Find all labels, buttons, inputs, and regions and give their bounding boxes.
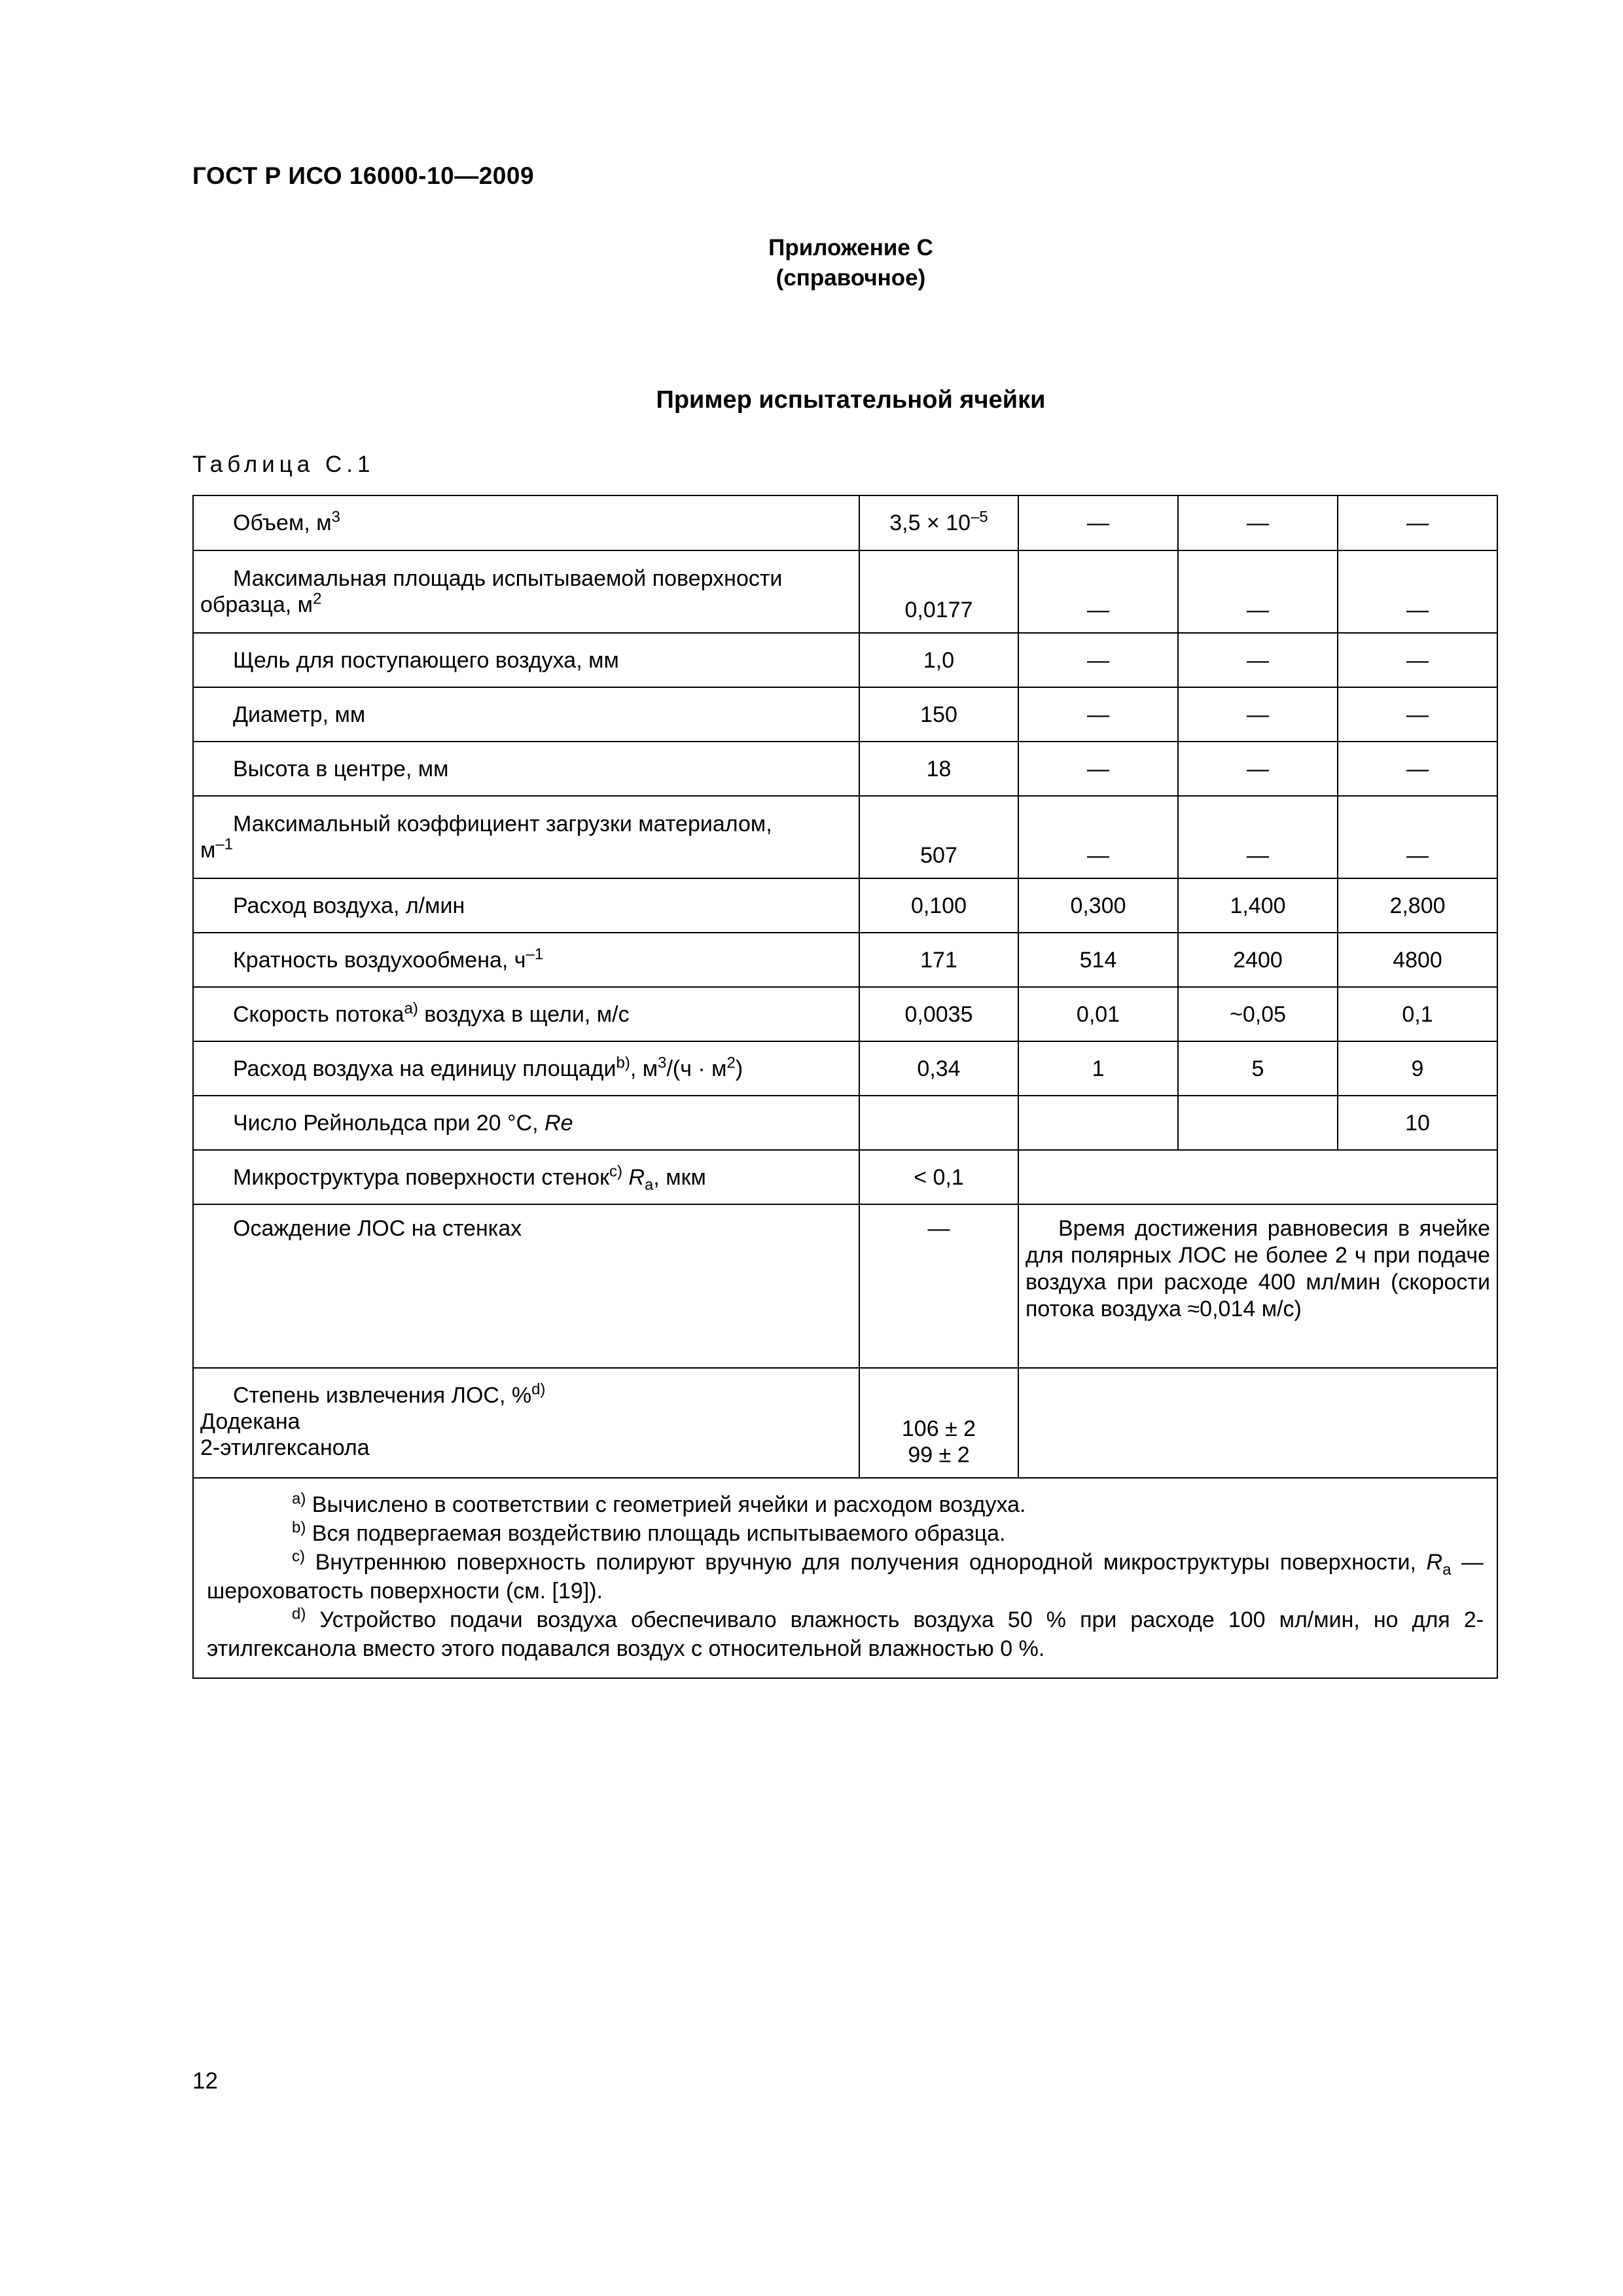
- merged-cell: [1018, 1150, 1497, 1204]
- table-row: [193, 933, 1497, 987]
- cell-value: 4800: [1338, 933, 1497, 987]
- cell-value: 0,100: [859, 878, 1018, 933]
- cell-value: —: [1018, 550, 1178, 633]
- parameters-table: [192, 495, 1498, 1679]
- note-item: $^{c)}$ Внутреннюю поверхность полируют вручную для получения однородной микроструктуры поверхности, $R_a$ — шероховатость поверхности (см. [19]).: [207, 1547, 1484, 1604]
- cell-value: 1,0: [859, 633, 1018, 687]
- cell-value: 0,0035: [859, 987, 1018, 1041]
- cell-value: —: [1338, 687, 1497, 742]
- merged-cell: Время достижения равновесия в ячейке для полярных ЛОС не более 2 ч при подаче воздуха при расходе 400 мл/мин (скорости потока воздуха ≈0,014 м/с): [1018, 1204, 1497, 1368]
- cell-value: $3,5 \times 10^{-5}$: [859, 495, 1018, 550]
- page-number: 12: [192, 2068, 218, 2094]
- cell-value: 18: [859, 742, 1018, 796]
- row-label: Степень извлечения ЛОС, %$^{d)}$ Додекана 2-этилгексанола: [193, 1368, 859, 1478]
- row-label: Число Рейнольдса при 20 °С, Re: [193, 1096, 859, 1150]
- cell-value: 0,01: [1018, 987, 1178, 1041]
- cell-value: —: [1338, 742, 1497, 796]
- table-row: [193, 1096, 1497, 1150]
- table-row: [193, 796, 1497, 878]
- cell-value: 1: [1018, 1041, 1178, 1096]
- cell-value: —: [1018, 633, 1178, 687]
- row-label: Кратность воздухообмена, $ч^{-1}$: [193, 933, 859, 987]
- row-label: Диаметр, мм: [193, 687, 859, 742]
- cell-value: [1178, 1096, 1338, 1150]
- table-row: [193, 1368, 1497, 1478]
- table-caption: Таблица С.1: [192, 452, 375, 477]
- cell-value: 0,34: [859, 1041, 1018, 1096]
- cell-value: 5: [1178, 1041, 1338, 1096]
- row-label: Расход воздуха на единицу площади$^{b)}$, $м^3/(ч \cdot м^2)$: [193, 1041, 859, 1096]
- cell-value: 2,800: [1338, 878, 1497, 933]
- row-label: Расход воздуха, л/мин: [193, 878, 859, 933]
- cell-value: 106 ± 2 99 ± 2: [859, 1368, 1018, 1478]
- table-row: [193, 1204, 1497, 1368]
- section-title: Пример испытательной ячейки: [656, 386, 1046, 414]
- cell-value: —: [859, 1204, 1018, 1368]
- cell-value: —: [1178, 687, 1338, 742]
- cell-value: —: [1018, 495, 1178, 550]
- row-label: Щель для поступающего воздуха, мм: [193, 633, 859, 687]
- table-row: [193, 633, 1497, 687]
- cell-value: 0,300: [1018, 878, 1178, 933]
- table-row: [193, 687, 1497, 742]
- row-label: Максимальная площадь испытываемой поверхности образца, $м^2$: [193, 550, 859, 633]
- appendix-type: (справочное): [776, 265, 926, 291]
- cell-value: ~0,05: [1178, 987, 1338, 1041]
- cell-value: —: [1018, 687, 1178, 742]
- cell-value: 514: [1018, 933, 1178, 987]
- table-row: [193, 1041, 1497, 1096]
- appendix-label: Приложение С: [768, 235, 933, 260]
- cell-value: 0,0177: [859, 550, 1018, 633]
- cell-value: —: [1338, 796, 1497, 878]
- cell-value: 171: [859, 933, 1018, 987]
- cell-value: 2400: [1178, 933, 1338, 987]
- row-label: Осаждение ЛОС на стенках: [193, 1204, 859, 1368]
- notes-row: [193, 1478, 1497, 1678]
- cell-value: —: [1178, 742, 1338, 796]
- table-row: [193, 742, 1497, 796]
- document-header: ГОСТ Р ИСО 16000-10—2009: [192, 162, 535, 189]
- cell-value: —: [1178, 633, 1338, 687]
- cell-value: 1,400: [1178, 878, 1338, 933]
- cell-value: 9: [1338, 1041, 1497, 1096]
- cell-value: —: [1018, 796, 1178, 878]
- table-row: [193, 550, 1497, 633]
- cell-value: —: [1338, 495, 1497, 550]
- cell-value: —: [1338, 550, 1497, 633]
- cell-value: [859, 1096, 1018, 1150]
- cell-value: [1018, 1096, 1178, 1150]
- row-label: Высота в центре, мм: [193, 742, 859, 796]
- note-item: $^{d)}$ Устройство подачи воздуха обеспечивало влажность воздуха 50 % при расходе 100 мл/мин, но для 2-этилгексанола вместо этого подавался воздух с относительной влажностью 0 %.: [207, 1605, 1484, 1661]
- cell-value: 507: [859, 796, 1018, 878]
- appendix-heading: [0, 233, 1623, 293]
- cell-value: —: [1178, 550, 1338, 633]
- cell-value: —: [1338, 633, 1497, 687]
- table-notes: [193, 1478, 1497, 1678]
- note-item: $^{b)}$ Вся подвергаемая воздействию площадь испытываемого образца.: [292, 1518, 1006, 1546]
- cell-value: —: [1018, 742, 1178, 796]
- table-row: [193, 1150, 1497, 1204]
- table-row: [193, 878, 1497, 933]
- row-label: Скорость потока$^{а)}$ воздуха в щели, м/с: [193, 987, 859, 1041]
- row-label: Микроструктура поверхности стенок$^{c)}$ $R_a$, мкм: [193, 1150, 859, 1204]
- row-label: Максимальный коэффициент загрузки материалом, $м^{-1}$: [193, 796, 859, 878]
- table-row: [193, 987, 1497, 1041]
- row-label: Объем, $м^3$: [193, 495, 859, 550]
- merged-cell: [1018, 1368, 1497, 1478]
- cell-value: 0,1: [1338, 987, 1497, 1041]
- cell-value: 150: [859, 687, 1018, 742]
- cell-value: 10: [1338, 1096, 1497, 1150]
- cell-value: < 0,1: [859, 1150, 1018, 1204]
- table-row: [193, 495, 1497, 550]
- cell-value: —: [1178, 796, 1338, 878]
- cell-value: —: [1178, 495, 1338, 550]
- note-item: $^{а)}$ Вычислено в соответствии с геометрией ячейки и расходом воздуха.: [292, 1490, 1026, 1517]
